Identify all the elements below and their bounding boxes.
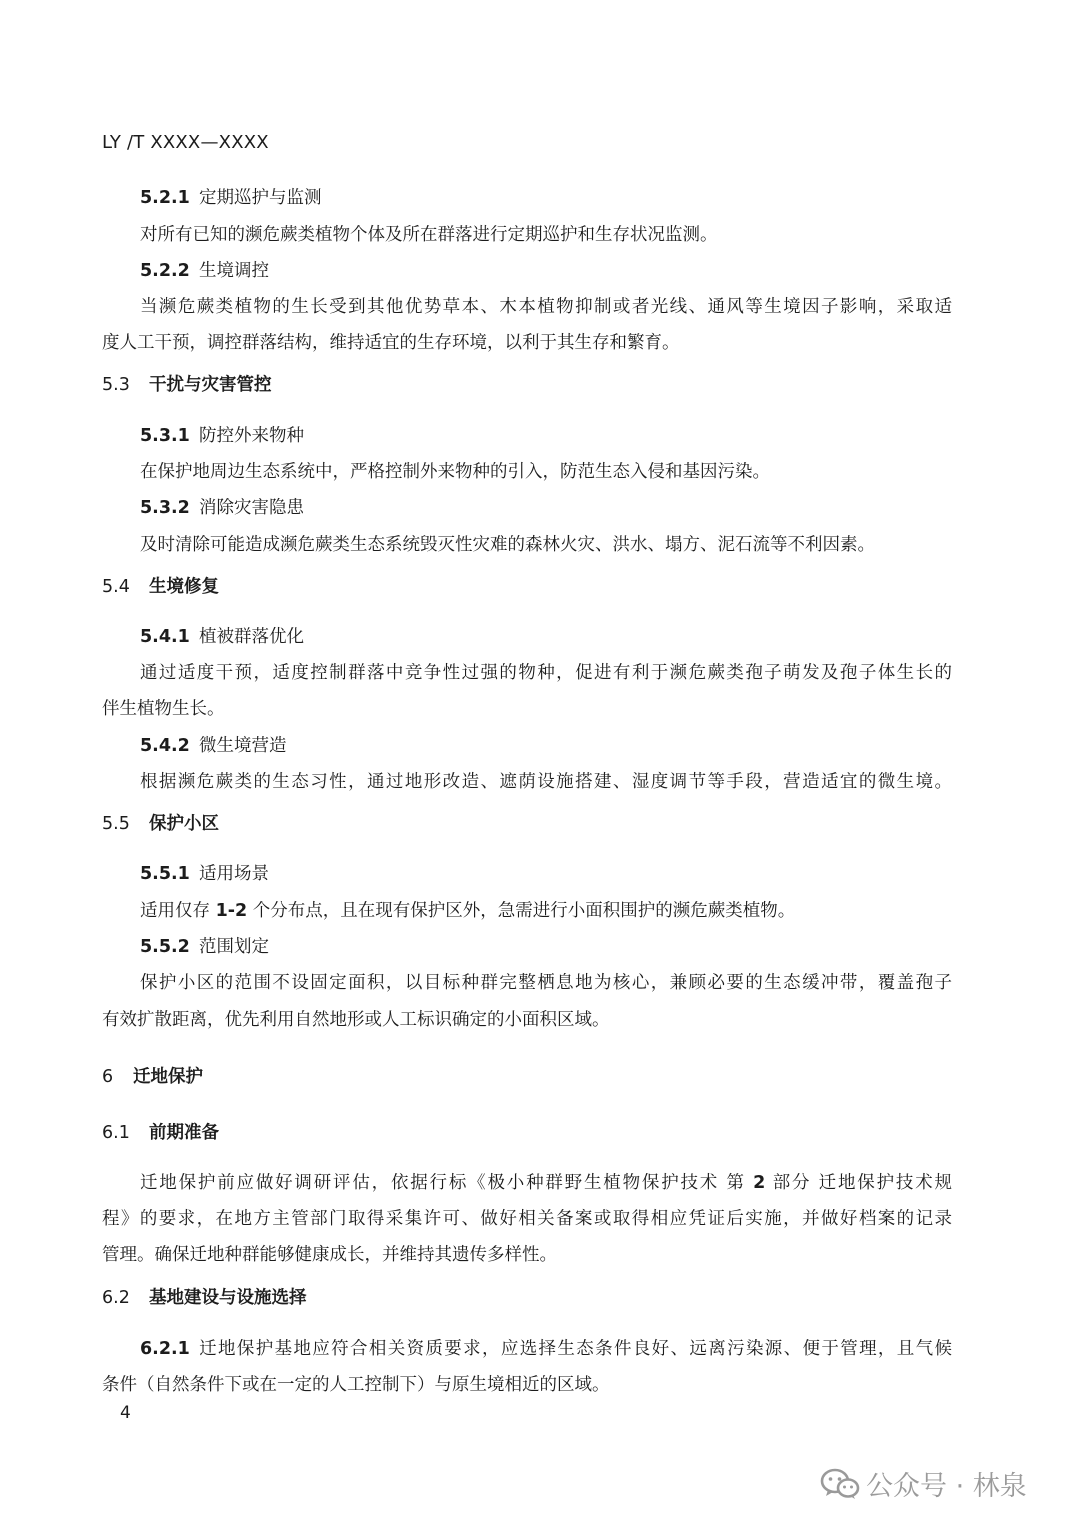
clause-number: 5.4.2 [140, 736, 190, 756]
chapter-number: 6 [102, 1067, 114, 1087]
paragraph-6-1-line-3: 管理。确保迁地种群能够健康成长，并维持其遗传多样性。 [102, 1245, 557, 1265]
wechat-icon [820, 1467, 860, 1501]
paragraph-6-1-line-1 [140, 1172, 952, 1194]
paragraph-5-3-2: 及时清除可能造成濒危蕨类生态系统毁灭性灾难的森林火灾、洪水、塌方、泥石流等不利因素。 [140, 535, 875, 555]
paragraph-6-1-line-2: 程》的要求，在地方主管部门取得采集许可、做好相关备案或取得相应凭证后实施，并做好档案的记录 [102, 1209, 952, 1229]
clause-number: 5.4.1 [140, 627, 190, 647]
clause-title: 定期巡护与监测 [199, 188, 322, 208]
text-run-bold: 1-2 [215, 901, 248, 921]
clause-heading-5-4-1 [140, 626, 304, 648]
clause-title: 消除灾害隐患 [199, 498, 304, 518]
page-number: 4 [120, 1403, 131, 1423]
clause-heading-5-2-2 [140, 260, 269, 282]
chapter-heading-6 [102, 1066, 203, 1088]
text-run: 适用仅存 [140, 901, 216, 921]
section-number: 5.5 [102, 814, 130, 834]
section-heading-5-5 [102, 813, 219, 835]
clause-heading-5-3-1 [140, 425, 304, 447]
clause-title: 生境调控 [199, 261, 269, 281]
chapter-title: 迁地保护 [133, 1067, 203, 1087]
clause-heading-5-3-2 [140, 497, 304, 519]
paragraph-5-2-1: 对所有已知的濒危蕨类植物个体及所在群落进行定期巡护和生存状况监测。 [140, 225, 718, 245]
section-number: 6.1 [102, 1123, 130, 1143]
paragraph-6-2-1-line-2: 条件（自然条件下或在一定的人工控制下）与原生境相近的区域。 [102, 1375, 610, 1395]
clause-number: 5.2.1 [140, 188, 190, 208]
section-heading-5-3 [102, 374, 272, 396]
text-run: 个分布点，且在现有保护区外，急需进行小面积围护的濒危蕨类植物。 [247, 901, 796, 921]
section-heading-5-4 [102, 576, 219, 598]
section-heading-6-1 [102, 1122, 219, 1144]
paragraph-5-5-2-line-2: 有效扩散距离，优先利用自然地形或人工标识确定的小面积区域。 [102, 1010, 610, 1030]
clause-title: 适用场景 [199, 864, 269, 884]
section-title: 干扰与灾害管控 [149, 375, 272, 395]
section-number: 5.3 [102, 375, 130, 395]
paragraph-5-4-1-line-2: 伴生植物生长。 [102, 699, 225, 719]
paragraph-6-2-1-line-1 [140, 1338, 952, 1360]
text-run: 迁地保护前应做好调研评估，依据行标《极小种群野生植物保护技术 第 [140, 1173, 754, 1193]
section-title: 前期准备 [149, 1123, 219, 1143]
clause-heading-5-5-1 [140, 863, 269, 885]
section-title: 生境修复 [149, 577, 219, 597]
clause-number: 5.2.2 [140, 261, 190, 281]
clause-number: 5.5.1 [140, 864, 190, 884]
clause-number: 6.2.1 [140, 1339, 190, 1359]
paragraph-5-2-2-line-2: 度人工干预，调控群落结构，维持适宜的生存环境，以利于其生存和繁育。 [102, 333, 680, 353]
clause-title: 微生境营造 [199, 736, 287, 756]
clause-heading-5-5-2 [140, 936, 269, 958]
paragraph-5-5-2-line-1: 保护小区的范围不设固定面积，以目标种群完整栖息地为核心，兼顾必要的生态缓冲带，覆盖孢子 [140, 973, 952, 993]
clause-heading-5-2-1 [140, 187, 322, 209]
section-heading-6-2 [102, 1287, 307, 1309]
paragraph-5-4-1-line-1: 通过适度干预，适度控制群落中竞争性过强的物种，促进有利于濒危蕨类孢子萌发及孢子体生长的 [140, 663, 952, 683]
standard-code-header: LY /T XXXX—XXXX [102, 132, 269, 153]
wechat-watermark [820, 1464, 1027, 1503]
text-run: 迁地保护基地应符合相关资质要求，应选择生态条件良好、远离污染源、便于管理，且气候 [197, 1339, 952, 1359]
paragraph-5-3-1: 在保护地周边生态系统中，严格控制外来物种的引入，防范生态入侵和基因污染。 [140, 462, 770, 482]
clause-title: 范围划定 [199, 937, 269, 957]
clause-heading-5-4-2 [140, 735, 287, 757]
paragraph-5-2-2-line-1: 当濒危蕨类植物的生长受到其他优势草本、木本植物抑制或者光线、通风等生境因子影响，采取适 [140, 297, 952, 317]
section-number: 6.2 [102, 1288, 130, 1308]
paragraph-5-5-1 [140, 900, 795, 922]
clause-title: 防控外来物种 [199, 426, 304, 446]
clause-title: 植被群落优化 [199, 627, 304, 647]
clause-number: 5.5.2 [140, 937, 190, 957]
section-title: 保护小区 [149, 814, 219, 834]
paragraph-5-4-2: 根据濒危蕨类的生态习性，通过地形改造、遮荫设施搭建、湿度调节等手段，营造适宜的微生境。 [140, 772, 952, 792]
watermark-text: 公众号 · 林泉 [866, 1471, 1027, 1502]
section-number: 5.4 [102, 577, 130, 597]
text-run-bold: 2 [753, 1173, 766, 1193]
section-title: 基地建设与设施选择 [149, 1288, 307, 1308]
clause-number: 5.3.1 [140, 426, 190, 446]
clause-number: 5.3.2 [140, 498, 190, 518]
text-run: 部分 迁地保护技术规 [765, 1173, 953, 1193]
